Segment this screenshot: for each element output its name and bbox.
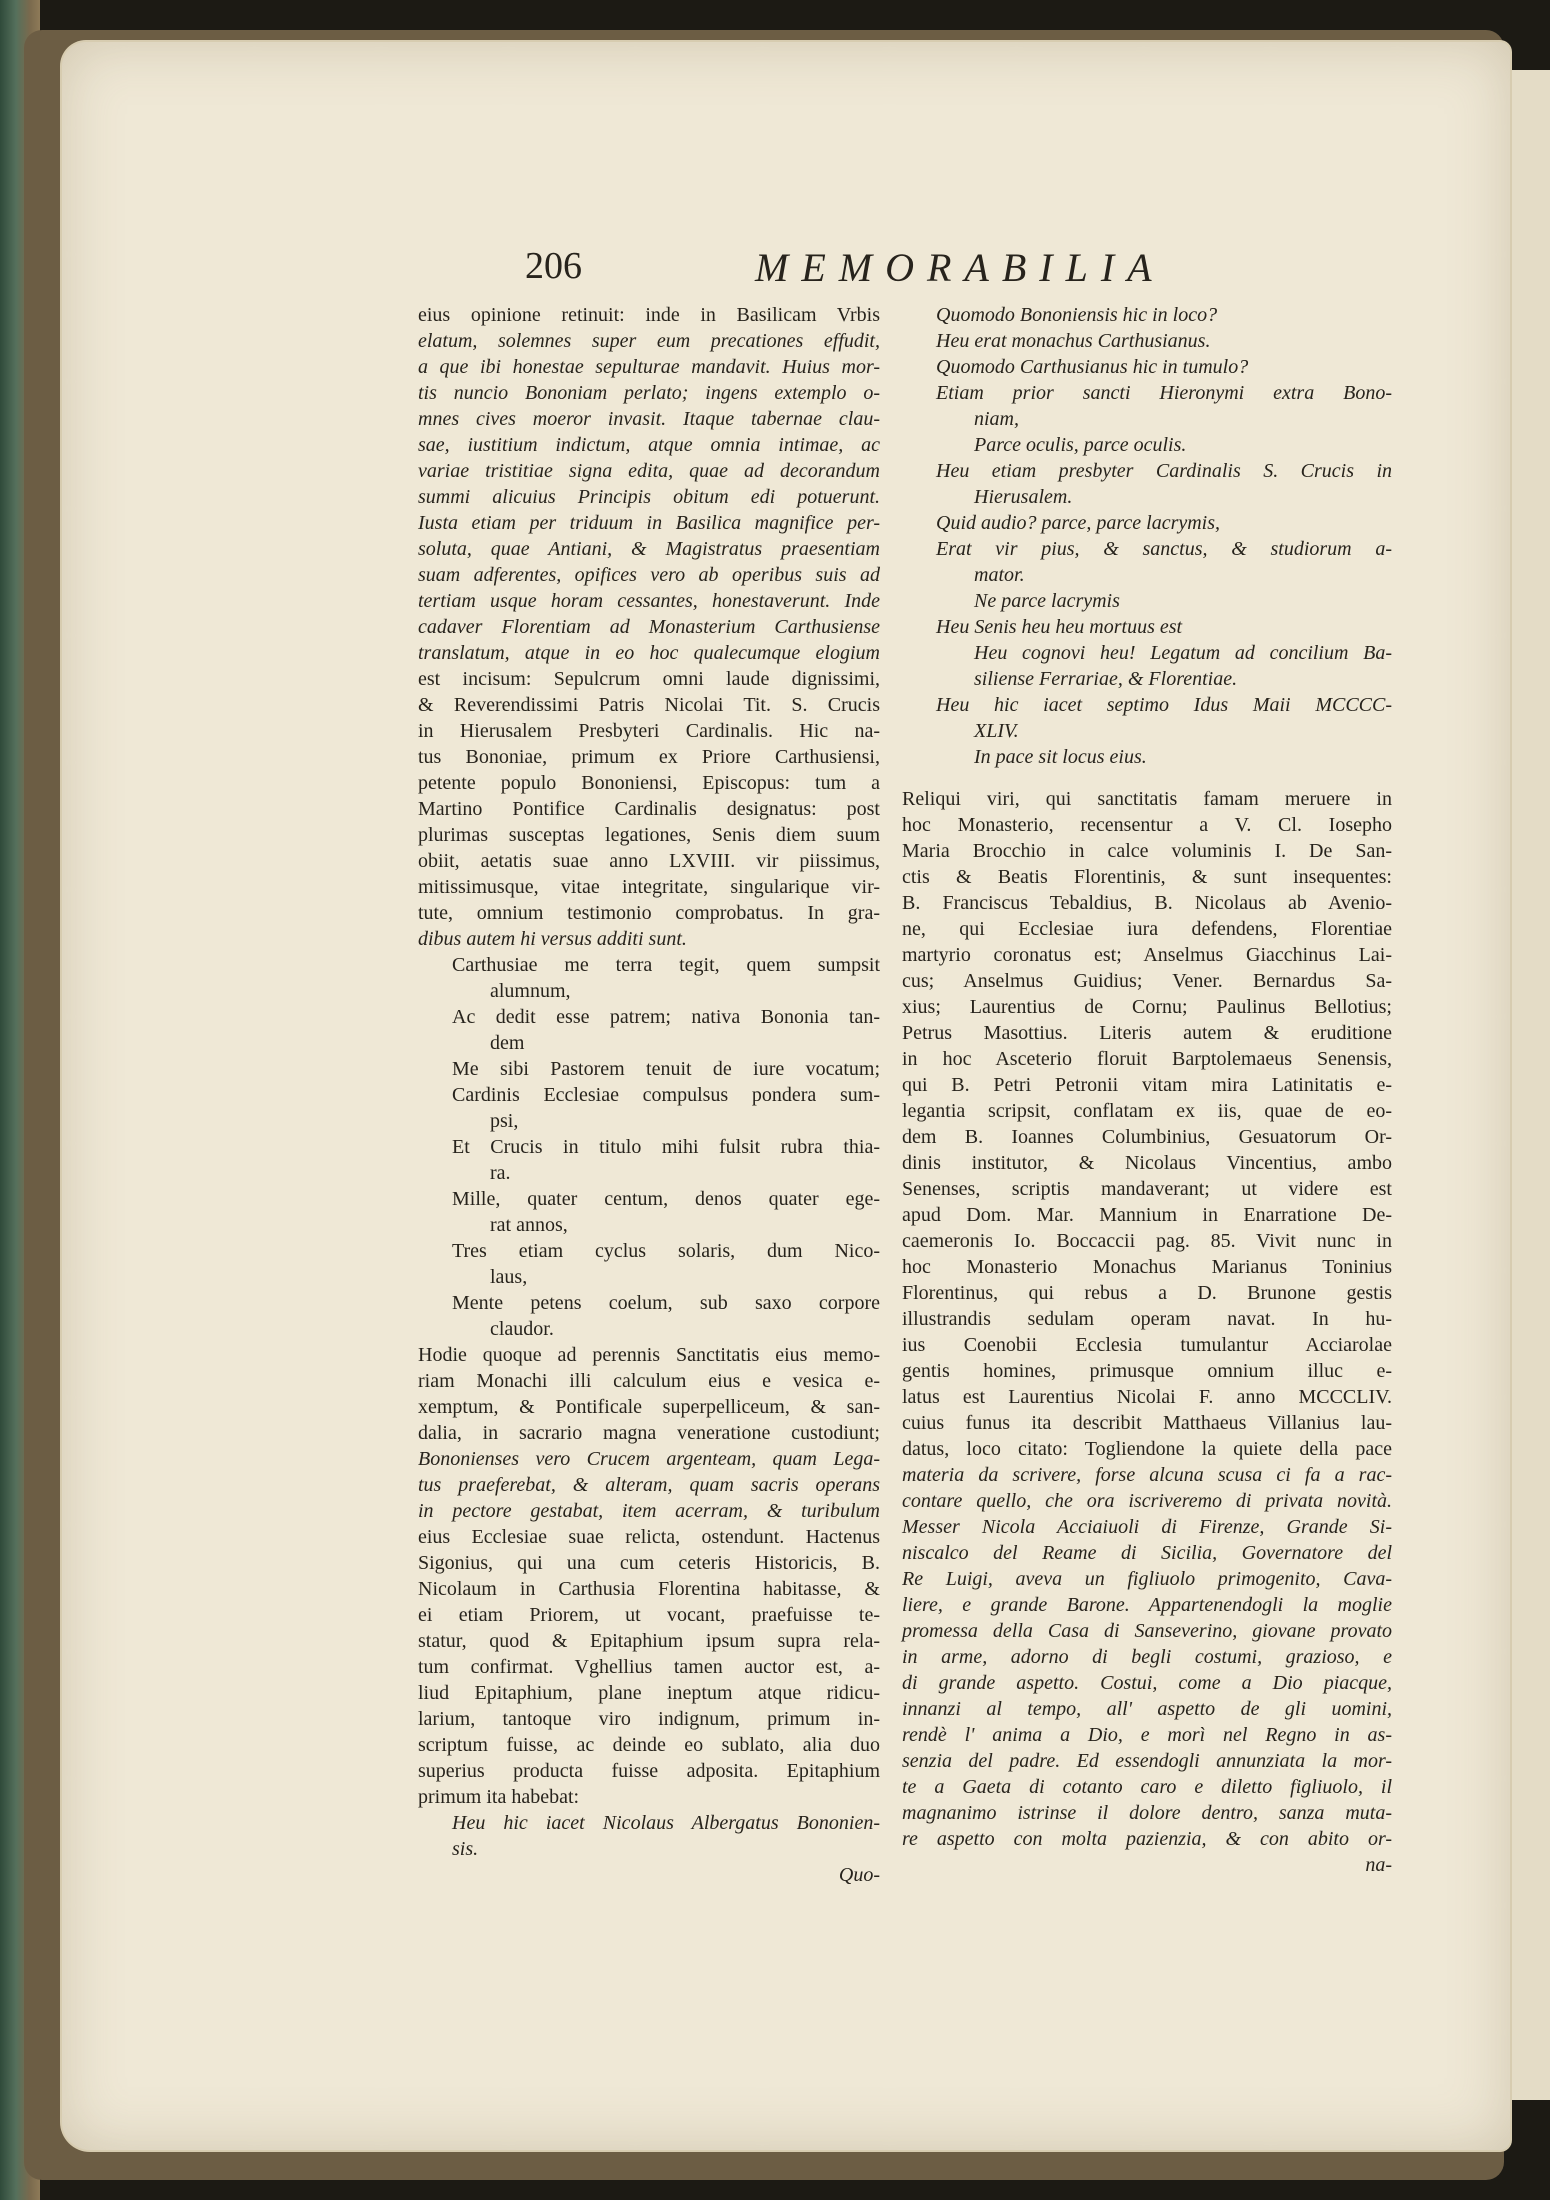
text-line: martyrio coronatus est; Anselmus Giacchinus Lai-	[902, 944, 1392, 966]
text-line: ra.	[490, 1162, 511, 1184]
text-line: cus; Anselmus Guidius; Vener. Bernardus Sa-	[902, 970, 1392, 992]
text-line: alumnum,	[490, 980, 571, 1002]
text-line: datus, loco citato: Togliendone la quiete della pace	[902, 1438, 1392, 1460]
text-line: B. Franciscus Tebaldius, B. Nicolaus ab Avenio-	[902, 892, 1392, 914]
text-line: magnanimo istrinse il dolore dentro, sanza muta-	[902, 1802, 1392, 1824]
running-title: MEMORABILIA	[755, 245, 1165, 290]
text-line: Mille, quater centum, denos quater ege-	[452, 1188, 880, 1210]
text-line: sae, iustitium indictum, atque omnia intimae, ac	[418, 434, 880, 456]
text-line: gentis homines, primusque omnium illuc e-	[902, 1360, 1392, 1382]
text-line: psi,	[490, 1110, 519, 1132]
text-line: Florentinus, qui rebus a D. Brunone gestis	[902, 1282, 1392, 1304]
text-line: suam adferentes, opifices vero ab operibus suis ad	[418, 564, 880, 586]
text-line: Parce oculis, parce oculis.	[974, 434, 1187, 456]
text-line: soluta, quae Antiani, & Magistratus praesentiam	[418, 538, 880, 560]
text-line: niscalco del Reame di Sicilia, Governatore del	[902, 1542, 1392, 1564]
text-line: Heu cognovi heu! Legatum ad concilium Ba-	[974, 642, 1392, 664]
text-line: Etiam prior sancti Hieronymi extra Bono-	[936, 382, 1392, 404]
text-line: apud Dom. Mar. Mannium in Enarratione De-	[902, 1204, 1392, 1226]
text-line: Bononienses vero Crucem argenteam, quam Lega-	[418, 1448, 880, 1470]
text-line: Iusta etiam per triduum in Basilica magnifice per-	[418, 512, 880, 534]
right-text-column	[902, 302, 1392, 1878]
text-line: Heu etiam presbyter Cardinalis S. Crucis in	[936, 460, 1392, 482]
text-line: tum confirmat. Vghellius tamen auctor est, a-	[418, 1656, 880, 1678]
text-line: Reliqui viri, qui sanctitatis famam meruere in	[902, 788, 1392, 810]
text-line: & Reverendissimi Patris Nicolai Tit. S. Crucis	[418, 694, 880, 716]
text-line: dem B. Ioannes Columbinius, Gesuatorum Or-	[902, 1126, 1392, 1148]
text-line: riam Monachi illi calculum eius e vesica e-	[418, 1370, 880, 1392]
text-line: Re Luigi, aveva un figliuolo primogenito, Cava-	[902, 1568, 1392, 1590]
text-line: Heu hic iacet Nicolaus Albergatus Bononien-	[452, 1812, 880, 1834]
text-line: In pace sit locus eius.	[974, 746, 1147, 768]
text-line: te a Gaeta di cotanto caro e diletto figliuolo, il	[902, 1776, 1392, 1798]
text-line: hoc Monasterio Monachus Marianus Toninius	[902, 1256, 1392, 1278]
text-line: Heu Senis heu heu mortuus est	[936, 616, 1183, 638]
text-line: Ac dedit esse patrem; nativa Bononia tan-	[452, 1006, 880, 1028]
text-line: Carthusiae me terra tegit, quem sumpsit	[452, 954, 880, 976]
text-line: siliense Ferrariae, & Florentiae.	[974, 668, 1238, 690]
text-line: tus praeferebat, & alteram, quam sacris operans	[418, 1474, 880, 1496]
text-line: obiit, aetatis suae anno LXVIII. vir piissimus,	[418, 850, 880, 872]
text-line: latus est Laurentius Nicolai F. anno MCCCLIV.	[902, 1386, 1392, 1408]
text-line: na-	[1365, 1854, 1392, 1876]
text-line: in Hierusalem Presbyteri Cardinalis. Hic na-	[418, 720, 880, 742]
text-line: a que ibi honestae sepulturae mandavit. Huius mor-	[418, 356, 880, 378]
text-line: cuius funus ita describit Matthaeus Villanius lau-	[902, 1412, 1392, 1434]
text-line: dibus autem hi versus additi sunt.	[418, 928, 687, 950]
text-line: in hoc Asceterio floruit Barptolemaeus Senensis,	[902, 1048, 1392, 1070]
text-line: re aspetto con molta pazienzia, & con abito or-	[902, 1828, 1392, 1850]
text-line: ne, qui Ecclesiae iura defendens, Florentiae	[902, 918, 1392, 940]
text-line: xemptum, & Pontificale superpelliceum, & san-	[418, 1396, 880, 1418]
text-line: Quid audio? parce, parce lacrymis,	[936, 512, 1221, 534]
text-line: rendè l' anima a Dio, e morì nel Regno in as-	[902, 1724, 1392, 1746]
text-line: eius opinione retinuit: inde in Basilicam Vrbis	[418, 304, 880, 326]
text-line: Quo-	[838, 1864, 880, 1886]
text-line: dalia, in sacrario magna veneratione custodiunt;	[418, 1422, 880, 1444]
text-line: plurimas susceptas legationes, Senis diem suum	[418, 824, 880, 846]
left-text-column	[418, 302, 880, 1888]
text-line: claudor.	[490, 1318, 554, 1340]
text-line: eius Ecclesiae suae relicta, ostendunt. Hactenus	[418, 1526, 880, 1548]
text-line: tus Bononiae, primum ex Priore Carthusiensi,	[418, 746, 880, 768]
text-line: tertiam usque horam cessantes, honestaverunt. Inde	[418, 590, 880, 612]
page-number: 206	[525, 245, 582, 287]
text-line: statur, quod & Epitaphium ipsum supra rela-	[418, 1630, 880, 1652]
text-line: XLIV.	[974, 720, 1019, 742]
text-line: caemeronis Io. Boccaccii pag. 85. Vivit nunc in	[902, 1230, 1392, 1252]
text-line: innanzi al tempo, all' aspetto de gli uomini,	[902, 1698, 1392, 1720]
text-line: niam,	[974, 408, 1019, 430]
text-line: hoc Monasterio, recensentur a V. Cl. Iosepho	[902, 814, 1392, 836]
text-line: senzia del padre. Ed essendogli annunziata la mor-	[902, 1750, 1392, 1772]
text-line: larium, tantoque viro indignum, primum in-	[418, 1708, 880, 1730]
text-line: Et Crucis in titulo mihi fulsit rubra thia-	[452, 1136, 880, 1158]
text-line: tute, omnium testimonio comprobatus. In gra-	[418, 902, 880, 924]
text-line: qui B. Petri Petronii vitam mira Latinitatis e-	[902, 1074, 1392, 1096]
text-line: materia da scrivere, forse alcuna scusa ci fa a rac-	[902, 1464, 1392, 1486]
text-line: promessa della Casa di Sanseverino, giovane provato	[902, 1620, 1392, 1642]
text-line: scriptum fuisse, ac deinde eo sublato, alia duo	[418, 1734, 880, 1756]
text-line: illustrandis sedulam operam navat. In hu-	[902, 1308, 1392, 1330]
text-line: in arme, adorno di begli costumi, grazioso, e	[902, 1646, 1392, 1668]
text-line: summi alicuius Principis obitum edi potuerunt.	[418, 486, 880, 508]
text-line: cadaver Florentiam ad Monasterium Carthusiense	[418, 616, 880, 638]
text-line: sis.	[452, 1838, 479, 1860]
text-line: dem	[490, 1032, 525, 1054]
text-line: Martino Pontifice Cardinalis designatus: post	[418, 798, 880, 820]
text-line: Hodie quoque ad perennis Sanctitatis eius memo-	[418, 1344, 880, 1366]
text-line: di grande aspetto. Costui, come a Dio piacque,	[902, 1672, 1392, 1694]
text-line: laus,	[490, 1266, 528, 1288]
text-line: Messer Nicola Acciaiuoli di Firenze, Grande Si-	[902, 1516, 1392, 1538]
text-line: ei etiam Priorem, ut vocant, praefuisse te-	[418, 1604, 880, 1626]
text-line: variae tristitiae signa edita, quae ad decorandum	[418, 460, 880, 482]
text-line: primum ita habebat:	[418, 1786, 580, 1808]
text-line: contare quello, che ora iscriveremo di privata novità.	[902, 1490, 1392, 1512]
text-line: ctis & Beatis Florentinis, & sunt insequentes:	[902, 866, 1392, 888]
text-line: petente populo Bononiensi, Episcopus: tum a	[418, 772, 880, 794]
text-line: Hierusalem.	[974, 486, 1073, 508]
text-line: Nicolaum in Carthusia Florentina habitasse, &	[418, 1578, 880, 1600]
text-line: Cardinis Ecclesiae compulsus pondera sum-	[452, 1084, 880, 1106]
text-line: mnes cives moeror invasit. Itaque tabernae clau-	[418, 408, 880, 430]
text-line: Heu erat monachus Carthusianus.	[936, 330, 1211, 352]
text-line: mator.	[974, 564, 1025, 586]
text-line: Petrus Masottius. Literis autem & eruditione	[902, 1022, 1392, 1044]
text-line: Sigonius, qui una cum ceteris Historicis, B.	[418, 1552, 880, 1574]
text-line: dinis institutor, & Nicolaus Vincentius, ambo	[902, 1152, 1392, 1174]
text-line: Quomodo Bononiensis hic in loco?	[936, 304, 1218, 326]
text-line: Erat vir pius, & sanctus, & studiorum a-	[936, 538, 1392, 560]
text-line: xius; Laurentius de Cornu; Paulinus Bellotius;	[902, 996, 1392, 1018]
text-line: legantia scripsit, conflatam ex iis, quae de eo-	[902, 1100, 1392, 1122]
text-line: liere, e grande Barone. Appartenendogli la moglie	[902, 1594, 1392, 1616]
text-line: liud Epitaphium, plane ineptum atque ridicu-	[418, 1682, 880, 1704]
text-line: superius producta fuisse adposita. Epitaphium	[418, 1760, 880, 1782]
text-line: Tres etiam cyclus solaris, dum Nico-	[452, 1240, 880, 1262]
text-line: elatum, solemnes super eum precationes effudit,	[418, 330, 880, 352]
text-line: tis nuncio Bononiam perlato; ingens extemplo o-	[418, 382, 880, 404]
text-line: Quomodo Carthusianus hic in tumulo?	[936, 356, 1249, 378]
text-line: mitissimusque, vitae integritate, singularique vir-	[418, 876, 880, 898]
text-line: Senenses, scriptis mandaverant; ut videre est	[902, 1178, 1392, 1200]
text-line: ius Coenobii Ecclesia tumulantur Acciarolae	[902, 1334, 1392, 1356]
paragraph-gap	[902, 770, 1392, 786]
text-line: Heu hic iacet septimo Idus Maii MCCCC-	[936, 694, 1392, 716]
text-line: rat annos,	[490, 1214, 568, 1236]
text-line: in pectore gestabat, item acerram, & turibulum	[418, 1500, 880, 1522]
text-line: translatum, atque in eo hoc qualecumque elogium	[418, 642, 880, 664]
text-line: Mente petens coelum, sub saxo corpore	[452, 1292, 880, 1314]
text-line: Me sibi Pastorem tenuit de iure vocatum;	[452, 1058, 880, 1080]
text-line: Maria Brocchio in calce voluminis I. De San-	[902, 840, 1392, 862]
text-line: est incisum: Sepulcrum omni laude dignissimi,	[418, 668, 880, 690]
text-line: Ne parce lacrymis	[974, 590, 1120, 612]
page-header	[525, 244, 1175, 304]
